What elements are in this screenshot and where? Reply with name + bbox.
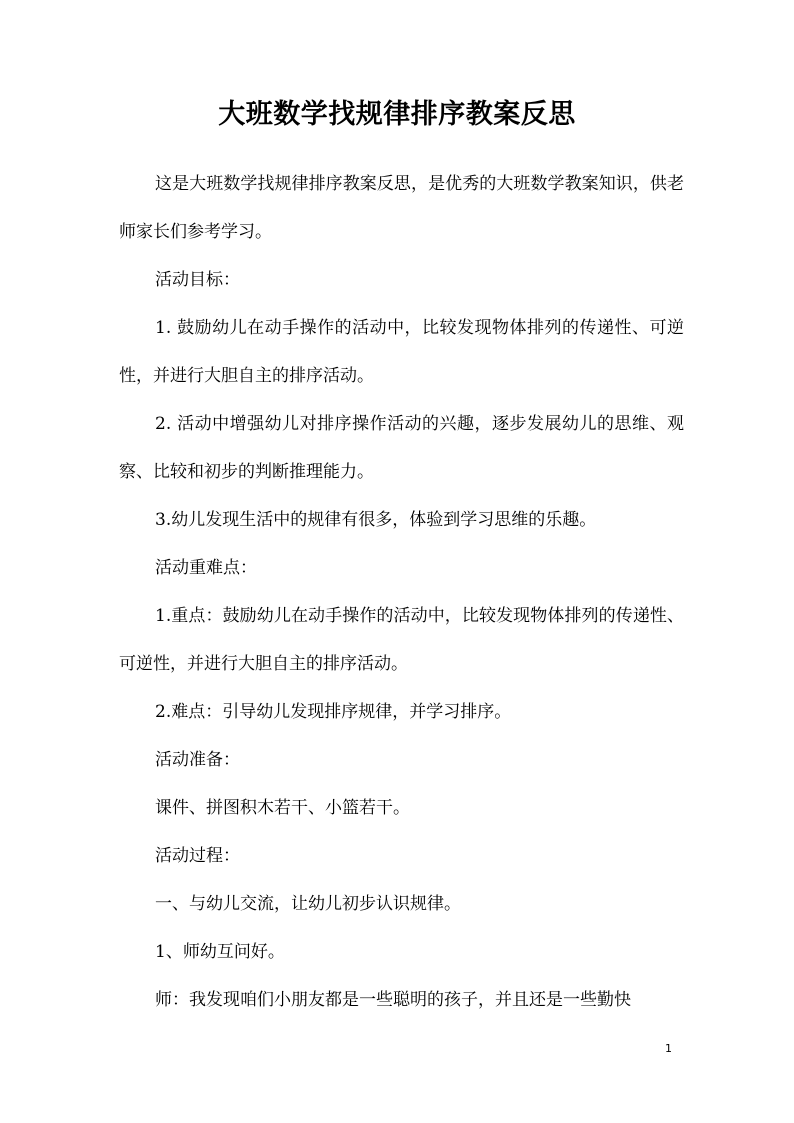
heading-key-points: 活动重难点： — [155, 558, 257, 578]
paragraph-teacher-speech: 师：我发现咱们小朋友都是一些聪明的孩子，并且还是一些勤快 — [155, 990, 631, 1010]
paragraph-materials: 课件、拼图积木若干、小篮若干。 — [155, 798, 410, 818]
heading-process: 活动过程： — [155, 846, 240, 866]
paragraph-goal-2: 2. 活动中增强幼儿对排序操作活动的兴趣，逐步发展幼儿的思维、观察、比较和初步的判断推理能力。 — [119, 414, 684, 482]
paragraph-step-1-1: 1、师幼互问好。 — [155, 942, 285, 962]
paragraph-intro: 这是大班数学找规律排序教案反思，是优秀的大班数学教案知识，供老师家长们参考学习。 — [119, 174, 684, 242]
paragraph-key-point: 1.重点：鼓励幼儿在动手操作的活动中，比较发现物体排列的传递性、可逆性，并进行大胆自主的排序活动。 — [119, 606, 684, 674]
document-body — [119, 160, 684, 1024]
paragraph-goal-3: 3.幼儿发现生活中的规律有很多，体验到学习思维的乐趣。 — [155, 510, 597, 530]
paragraph-step-1: 一、与幼儿交流，让幼儿初步认识规律。 — [155, 894, 461, 914]
heading-activity-goals: 活动目标： — [155, 270, 240, 290]
paragraph-goal-1: 1. 鼓励幼儿在动手操作的活动中，比较发现物体排列的传递性、可逆性，并进行大胆自主的排序活动。 — [119, 318, 684, 386]
heading-preparation: 活动准备： — [155, 750, 240, 770]
page-number: 1 — [665, 1042, 672, 1055]
paragraph-difficulty: 2.难点：引导幼儿发现排序规律，并学习排序。 — [155, 702, 512, 722]
document-title: 大班数学找规律排序教案反思 — [218, 99, 576, 130]
